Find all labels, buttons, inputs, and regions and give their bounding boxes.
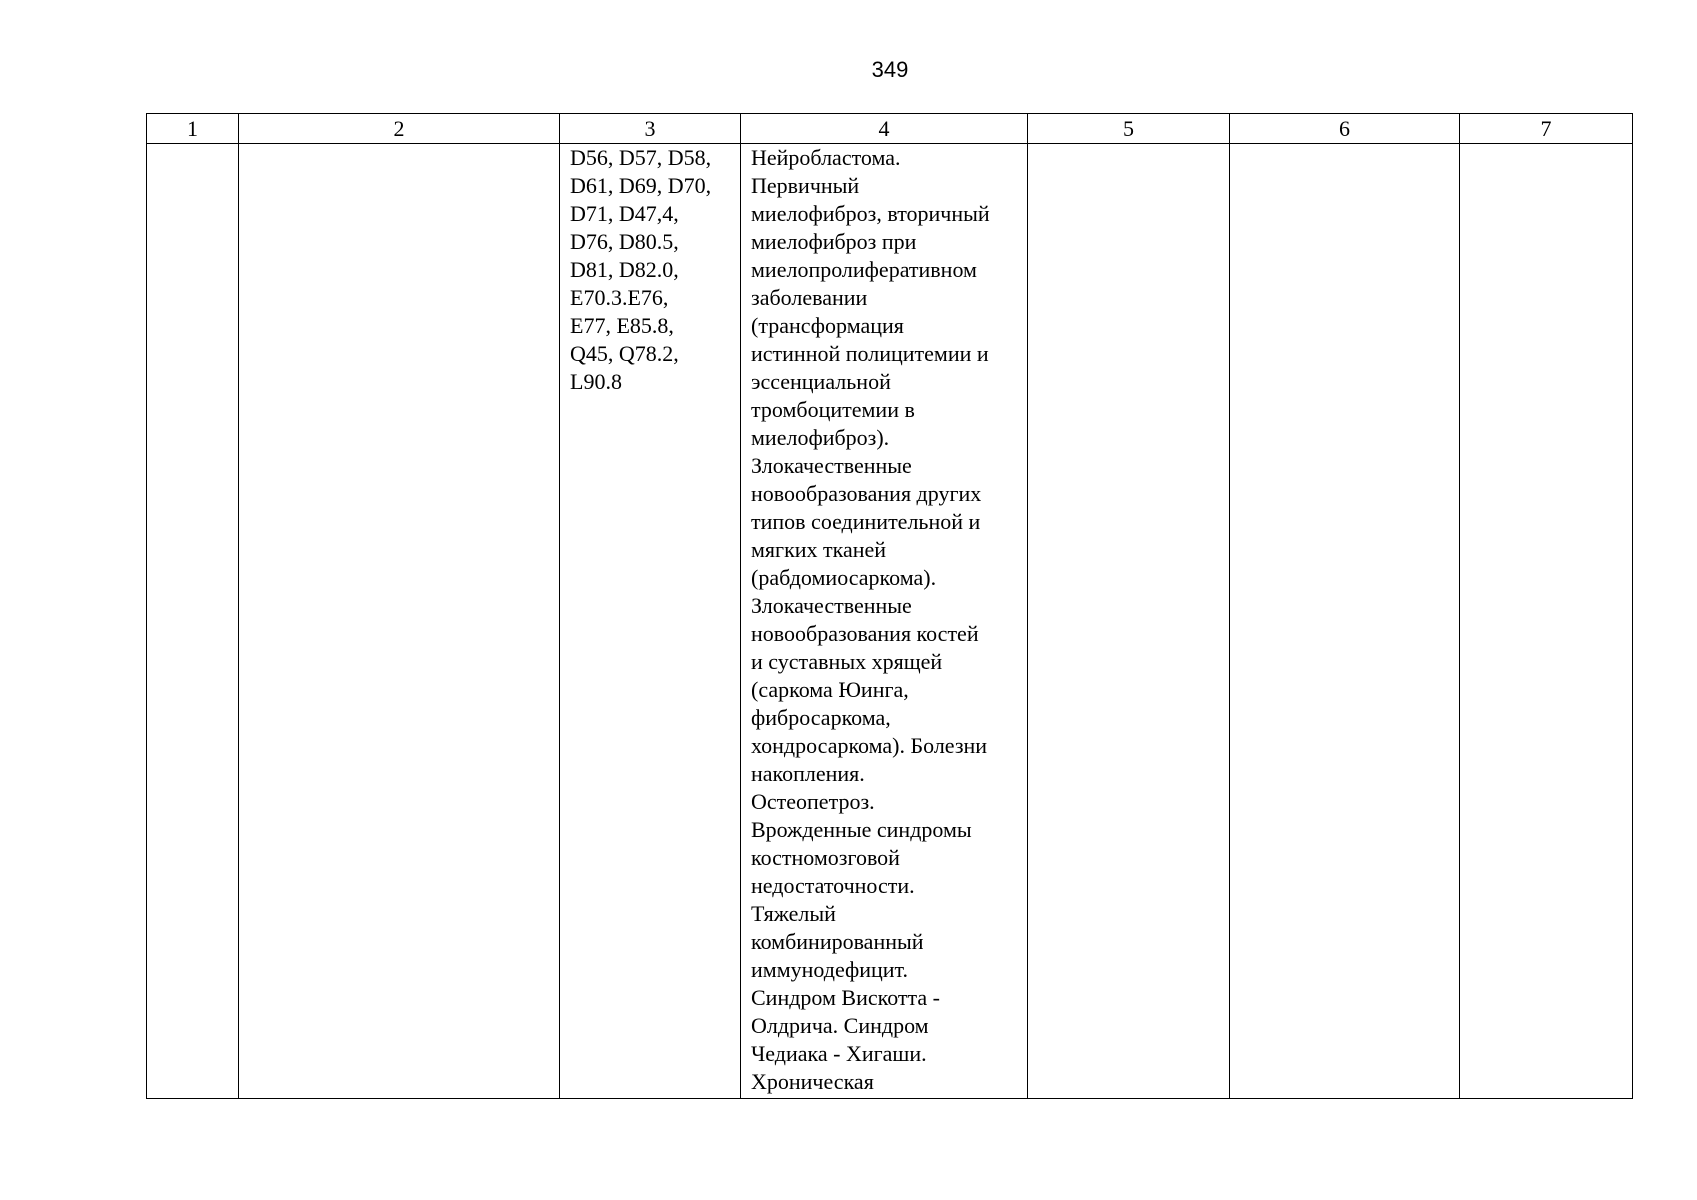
cell-col-7 xyxy=(1460,144,1633,1099)
header-row xyxy=(147,114,1633,144)
column-header-5: 5 xyxy=(1028,114,1230,144)
diagnosis-codes-text: D56, D57, D58, D61, D69, D70, D71, D47,4, D76, D80.5, D81, D82.0, E70.3.E76, E77, E85.8, Q45, Q78.2, L90.8 xyxy=(570,145,712,394)
cell-col-1 xyxy=(147,144,239,1099)
column-header-2: 2 xyxy=(239,114,560,144)
cell-col-2 xyxy=(239,144,560,1099)
column-header-7: 7 xyxy=(1460,114,1633,144)
column-header-1: 1 xyxy=(147,114,239,144)
diagnosis-description-text: Нейробластома. Первичный миелофиброз, вторичный миелофиброз при миелопролиферативном заболевании (трансформация истинной полицитемии и эссенциальной тромбоцитемии в миелофиброз). Злокачественные новообразования других типов соединительной и мягких тканей (рабдомиосаркома). Злокачественные новообразования костей и суставных хрящей (саркома Юинга, фибросаркома, хондросаркома). Болезни накопления. Остеопетроз. Врожденные синдромы костномозговой недостаточности. Тяжелый комбинированный иммунодефицит. Синдром Вискотта - Олдрича. Синдром Чедиака - Хигаши. Хроническая xyxy=(751,145,990,1094)
data-table xyxy=(146,113,1633,1099)
cell-col-5 xyxy=(1028,144,1230,1099)
table-row xyxy=(147,144,1633,1099)
cell-diagnosis-description xyxy=(741,144,1028,1099)
cell-col-6 xyxy=(1230,144,1460,1099)
column-header-6: 6 xyxy=(1230,114,1460,144)
page-number: 349 xyxy=(871,57,909,82)
column-header-3: 3 xyxy=(560,114,741,144)
cell-diagnosis-codes xyxy=(560,144,741,1099)
column-header-4: 4 xyxy=(741,114,1028,144)
